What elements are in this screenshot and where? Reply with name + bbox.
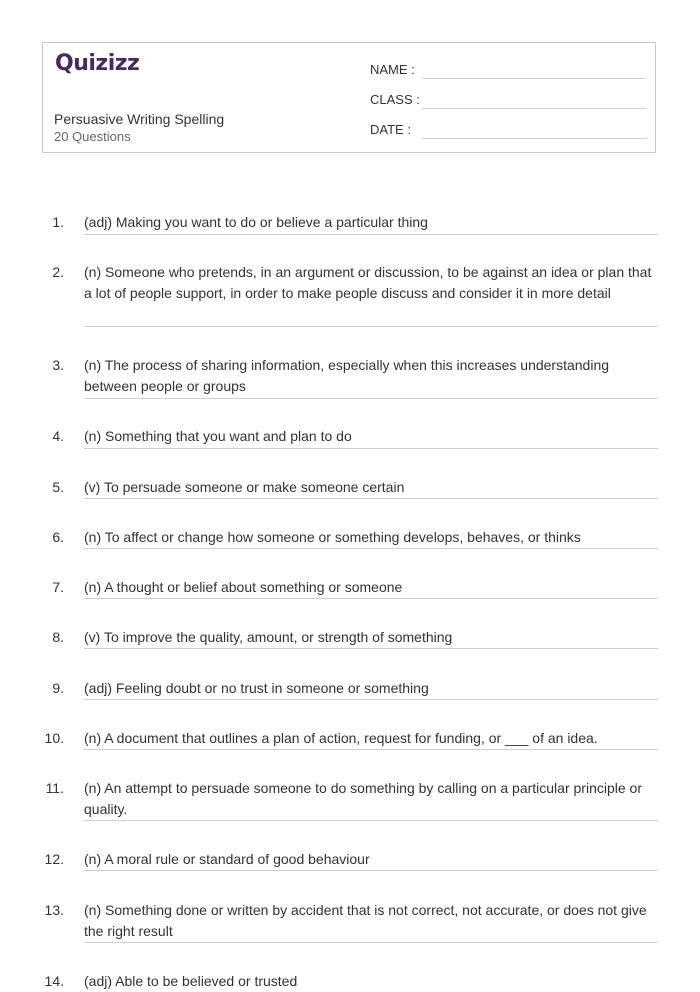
- question-text: (n) Something done or written by accident that is not correct, not accurate, or does not give the right result: [84, 902, 647, 939]
- question-text: (n) Someone who pretends, in an argument or discussion, to be against an idea or plan that a lot of people support, in order to make people discuss and consider it in more detail: [84, 264, 652, 301]
- question-text: (n) A moral rule or standard of good behaviour: [84, 851, 370, 867]
- question-text: (n) An attempt to persuade someone to do something by calling on a particular principle or quality.: [84, 780, 642, 817]
- question-number: 2.: [52, 264, 64, 280]
- question-number: 14.: [44, 973, 64, 989]
- question-number: 3.: [52, 357, 64, 373]
- date-field[interactable]: [370, 119, 646, 139]
- question-number: 12.: [44, 851, 64, 867]
- worksheet-header: [42, 42, 656, 153]
- question-text: (n) A document that outlines a plan of action, request for funding, or ___ of an idea.: [84, 730, 598, 746]
- question-number: 8.: [52, 629, 64, 645]
- question-number: 5.: [52, 479, 64, 495]
- worksheet-title: Persuasive Writing Spelling: [54, 111, 225, 127]
- question-text: (n) A thought or belief about something or someone: [84, 579, 403, 595]
- question-number: 7.: [52, 579, 64, 595]
- name-label: NAME :: [370, 62, 415, 77]
- name-field[interactable]: [370, 59, 646, 79]
- question-count: 20 Questions: [54, 129, 131, 144]
- answer-line[interactable]: [84, 234, 658, 235]
- answer-line[interactable]: [84, 598, 658, 599]
- date-line[interactable]: [422, 138, 646, 139]
- answer-line[interactable]: [84, 749, 658, 750]
- question-number: 9.: [52, 680, 64, 696]
- question-text: (adj) Able to be believed or trusted: [84, 973, 298, 989]
- answer-line[interactable]: [84, 498, 658, 499]
- answer-line[interactable]: [84, 870, 658, 871]
- answer-line[interactable]: [84, 942, 658, 943]
- question-number: 13.: [44, 902, 64, 918]
- date-label: DATE :: [370, 122, 411, 137]
- question-text: (v) To improve the quality, amount, or strength of something: [84, 629, 453, 645]
- question-text: (adj) Making you want to do or believe a particular thing: [84, 214, 428, 230]
- question-number: 11.: [45, 780, 64, 796]
- question-text: (n) Something that you want and plan to do: [84, 428, 352, 444]
- question-number: 4.: [52, 428, 64, 444]
- answer-line[interactable]: [84, 648, 658, 649]
- quizizz-logo: Quizizz: [55, 51, 140, 76]
- question-text: (n) The process of sharing information, especially when this increases understanding between people or groups: [84, 357, 610, 394]
- question-number: 10.: [44, 730, 64, 746]
- answer-line[interactable]: [84, 820, 658, 821]
- answer-line[interactable]: [84, 548, 658, 549]
- class-field[interactable]: [370, 89, 646, 109]
- answer-line[interactable]: [84, 398, 658, 399]
- question-text: (n) To affect or change how someone or something develops, behaves, or thinks: [84, 529, 581, 545]
- class-label: CLASS :: [370, 92, 420, 107]
- question-number: 6.: [52, 529, 64, 545]
- name-line[interactable]: [422, 78, 646, 79]
- question-text: (v) To persuade someone or make someone certain: [84, 479, 405, 495]
- class-line[interactable]: [422, 108, 646, 109]
- answer-line[interactable]: [84, 326, 658, 327]
- answer-line[interactable]: [84, 699, 658, 700]
- answer-line[interactable]: [84, 448, 658, 449]
- question-number: 1.: [52, 214, 64, 230]
- question-text: (adj) Feeling doubt or no trust in someone or something: [84, 680, 429, 696]
